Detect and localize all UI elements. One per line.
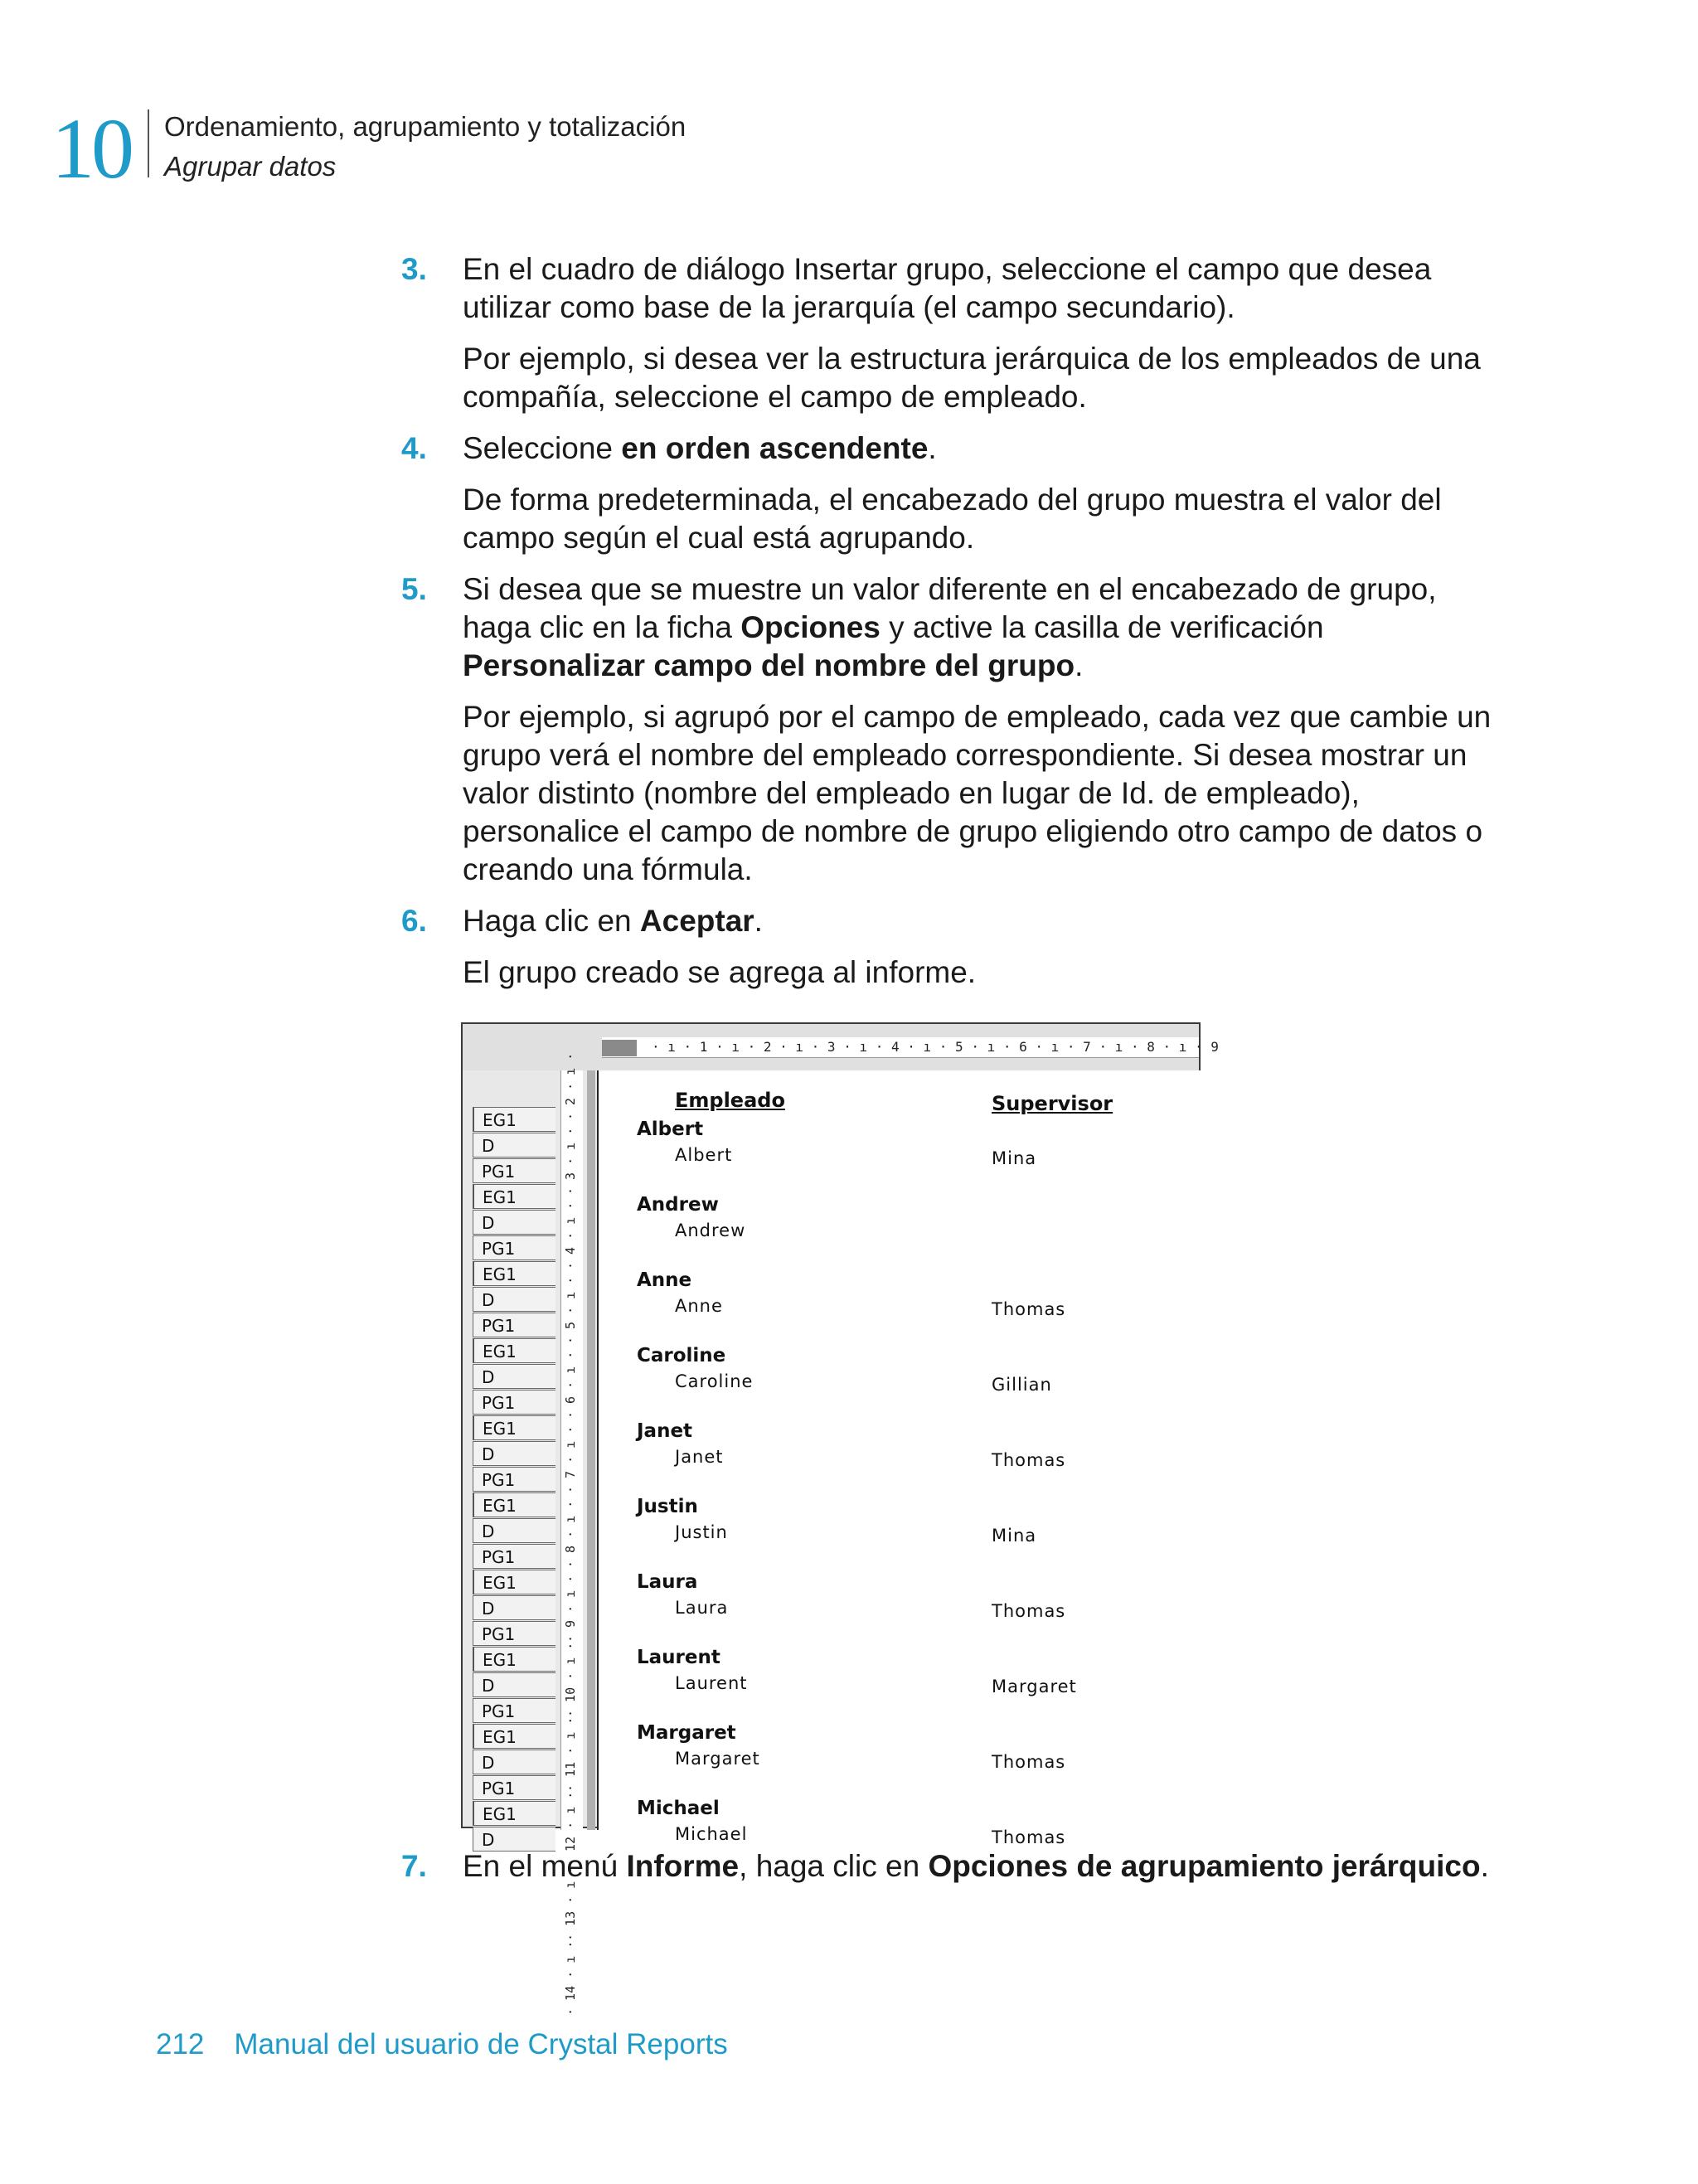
detail-employee-name: Justin xyxy=(675,1522,728,1542)
chapter-divider xyxy=(148,109,149,177)
section-label-pg[interactable]: PG1 xyxy=(473,1544,555,1569)
detail-supervisor-name: Margaret xyxy=(992,1677,1077,1696)
section-label-d[interactable]: D xyxy=(473,1750,555,1774)
detail-employee-name: Albert xyxy=(675,1145,733,1165)
detail-employee-name: Margaret xyxy=(675,1749,760,1769)
chapter-title: Ordenamiento, agrupamiento y totalización xyxy=(164,111,686,142)
vertical-ruler-tick: · 2 · ı · xyxy=(563,1052,578,1120)
horizontal-ruler: · ı · 1 · ı · 2 · ı · 3 · ı · 4 · ı · 5 · ı · 6 · ı · 7 · ı · 8 · ı · 9 xyxy=(602,1037,1199,1058)
column-header-empleado: Empleado xyxy=(675,1089,785,1112)
vertical-ruler-tick: · 9 · ı · xyxy=(563,1575,578,1643)
group-header-name: Albert xyxy=(637,1119,704,1140)
section-label-pg[interactable]: PG1 xyxy=(473,1235,555,1260)
section-label-eg[interactable]: EG1 xyxy=(473,1647,555,1672)
step-3-paragraph: Por ejemplo, si desea ver la estructura jerárquica de los empleados de una compañía, seleccione el campo de empleado. xyxy=(463,342,1481,414)
section-label-pg[interactable]: PG1 xyxy=(473,1158,555,1183)
vertical-ruler-tick: · 6 · ı · xyxy=(563,1351,578,1419)
vertical-ruler-tick: · 12 · ı · xyxy=(563,1791,578,1866)
group-header-name: Anne xyxy=(637,1269,692,1291)
step-number: 5. xyxy=(401,572,427,606)
detail-supervisor-name: Mina xyxy=(992,1148,1037,1168)
section-label-eg[interactable]: EG1 xyxy=(473,1184,555,1209)
detail-employee-name: Michael xyxy=(675,1824,748,1844)
vertical-ruler-tick: · 7 · ı · xyxy=(563,1425,578,1493)
step-number: 3. xyxy=(401,252,427,286)
step-6 xyxy=(401,902,1496,940)
section-label-eg[interactable]: EG1 xyxy=(473,1492,555,1517)
chapter-number: 10 xyxy=(51,101,131,197)
group-header-name: Laura xyxy=(637,1571,698,1593)
section-label-eg[interactable]: EG1 xyxy=(473,1801,555,1826)
section-label-eg[interactable]: EG1 xyxy=(473,1724,555,1749)
section-labels-panel xyxy=(473,1107,555,1852)
section-label-d[interactable]: D xyxy=(473,1827,555,1852)
page-edge xyxy=(587,1070,595,1830)
section-label-eg[interactable]: EG1 xyxy=(473,1415,555,1440)
section-label-d[interactable]: D xyxy=(473,1441,555,1466)
section-label-pg[interactable]: PG1 xyxy=(473,1390,555,1415)
group-header-name: Margaret xyxy=(637,1722,736,1744)
detail-supervisor-name: Gillian xyxy=(992,1375,1052,1395)
section-label-eg[interactable]: EG1 xyxy=(473,1261,555,1286)
detail-employee-name: Janet xyxy=(675,1447,724,1467)
page-number: 212 xyxy=(156,2028,205,2060)
step-text: En el menú Informe, haga clic en Opciones de agrupamiento jerárquico. xyxy=(463,1849,1489,1883)
section-label-pg[interactable]: PG1 xyxy=(473,1621,555,1646)
column-header-supervisor: Supervisor xyxy=(992,1092,1113,1115)
group-header-name: Justin xyxy=(637,1496,698,1517)
step-5 xyxy=(401,570,1496,685)
group-header-name: Michael xyxy=(637,1798,720,1819)
vertical-ruler-tick: · 10 · ı · xyxy=(563,1642,578,1717)
vertical-ruler-tick: · 3 · ı · xyxy=(563,1127,578,1195)
page-footer xyxy=(156,2028,728,2061)
detail-employee-name: Laurent xyxy=(675,1673,748,1693)
detail-employee-name: Caroline xyxy=(675,1371,754,1391)
steps-content xyxy=(401,250,1496,992)
section-title: Agrupar datos xyxy=(164,151,337,182)
vertical-ruler-tick: · 13 · ı · xyxy=(563,1866,578,1941)
step-text: Seleccione en orden ascendente. xyxy=(463,431,937,465)
section-label-d[interactable]: D xyxy=(473,1364,555,1389)
section-label-d[interactable]: D xyxy=(473,1210,555,1235)
section-label-eg[interactable]: EG1 xyxy=(473,1338,555,1363)
step-text: Haga clic en Aceptar. xyxy=(463,904,763,938)
vertical-ruler-tick: · 4 · ı · xyxy=(563,1201,578,1269)
step-5-paragraph: Por ejemplo, si agrupó por el campo de empleado, cada vez que cambie un grupo verá el nombre del empleado correspondiente. Si desea mostrar un valor distinto (nombre del empleado en lugar de Id. de empleado), personalice el campo de nombre de grupo eligiendo otro campo de datos o creando una fórmula. xyxy=(463,700,1492,886)
step-4 xyxy=(401,430,1496,468)
section-label-d[interactable]: D xyxy=(473,1287,555,1312)
detail-employee-name: Laura xyxy=(675,1598,729,1618)
section-label-d[interactable]: D xyxy=(473,1672,555,1697)
section-label-eg[interactable]: EG1 xyxy=(473,1107,555,1132)
step-4-paragraph: De forma predeterminada, el encabezado del grupo muestra el valor del campo según el cual está agrupando. xyxy=(463,483,1442,555)
report-canvas xyxy=(597,1070,1201,1847)
step-text: Si desea que se muestre un valor diferente en el encabezado de grupo, haga clic en la ficha Opciones y active la casilla de verificación Personalizar campo del nombre del grupo. xyxy=(463,572,1437,682)
ruler-marker xyxy=(602,1040,637,1056)
detail-supervisor-name: Mina xyxy=(992,1526,1037,1546)
steps-content-2 xyxy=(401,1847,1496,1886)
detail-employee-name: Anne xyxy=(675,1296,723,1316)
section-label-d[interactable]: D xyxy=(473,1133,555,1158)
vertical-ruler-tick: · 11 · ı · xyxy=(563,1716,578,1792)
vertical-ruler xyxy=(560,1052,583,2016)
vertical-ruler-tick: · 5 · ı · xyxy=(563,1276,578,1344)
vertical-ruler-tick: · 14 · ı · xyxy=(563,1940,578,2016)
detail-supervisor-name: Thomas xyxy=(992,1299,1066,1319)
manual-title: Manual del usuario de Crystal Reports xyxy=(234,2028,728,2060)
section-label-d[interactable]: D xyxy=(473,1518,555,1543)
step-text: En el cuadro de diálogo Insertar grupo, seleccione el campo que desea utilizar como base de la jerarquía (el campo secundario). xyxy=(463,252,1432,324)
step-number: 4. xyxy=(401,431,427,465)
detail-supervisor-name: Thomas xyxy=(992,1601,1066,1621)
vertical-ruler-tick: · 8 · ı · xyxy=(563,1500,578,1568)
section-label-pg[interactable]: PG1 xyxy=(473,1467,555,1492)
detail-employee-name: Andrew xyxy=(675,1221,746,1240)
detail-supervisor-name: Thomas xyxy=(992,1827,1066,1847)
detail-supervisor-name: Thomas xyxy=(992,1752,1066,1772)
section-label-eg[interactable]: EG1 xyxy=(473,1570,555,1594)
section-label-pg[interactable]: PG1 xyxy=(473,1313,555,1337)
group-header-name: Andrew xyxy=(637,1194,719,1216)
step-6-paragraph: El grupo creado se agrega al informe. xyxy=(463,955,977,989)
group-header-name: Janet xyxy=(637,1420,693,1442)
step-3 xyxy=(401,250,1496,327)
group-header-name: Caroline xyxy=(637,1345,726,1366)
section-label-pg[interactable]: PG1 xyxy=(473,1775,555,1800)
step-7 xyxy=(401,1847,1496,1886)
step-number: 7. xyxy=(401,1849,427,1883)
step-number: 6. xyxy=(401,904,427,938)
group-header-name: Laurent xyxy=(637,1647,720,1668)
section-label-pg[interactable]: PG1 xyxy=(473,1698,555,1723)
detail-supervisor-name: Thomas xyxy=(992,1450,1066,1470)
section-label-d[interactable]: D xyxy=(473,1595,555,1620)
